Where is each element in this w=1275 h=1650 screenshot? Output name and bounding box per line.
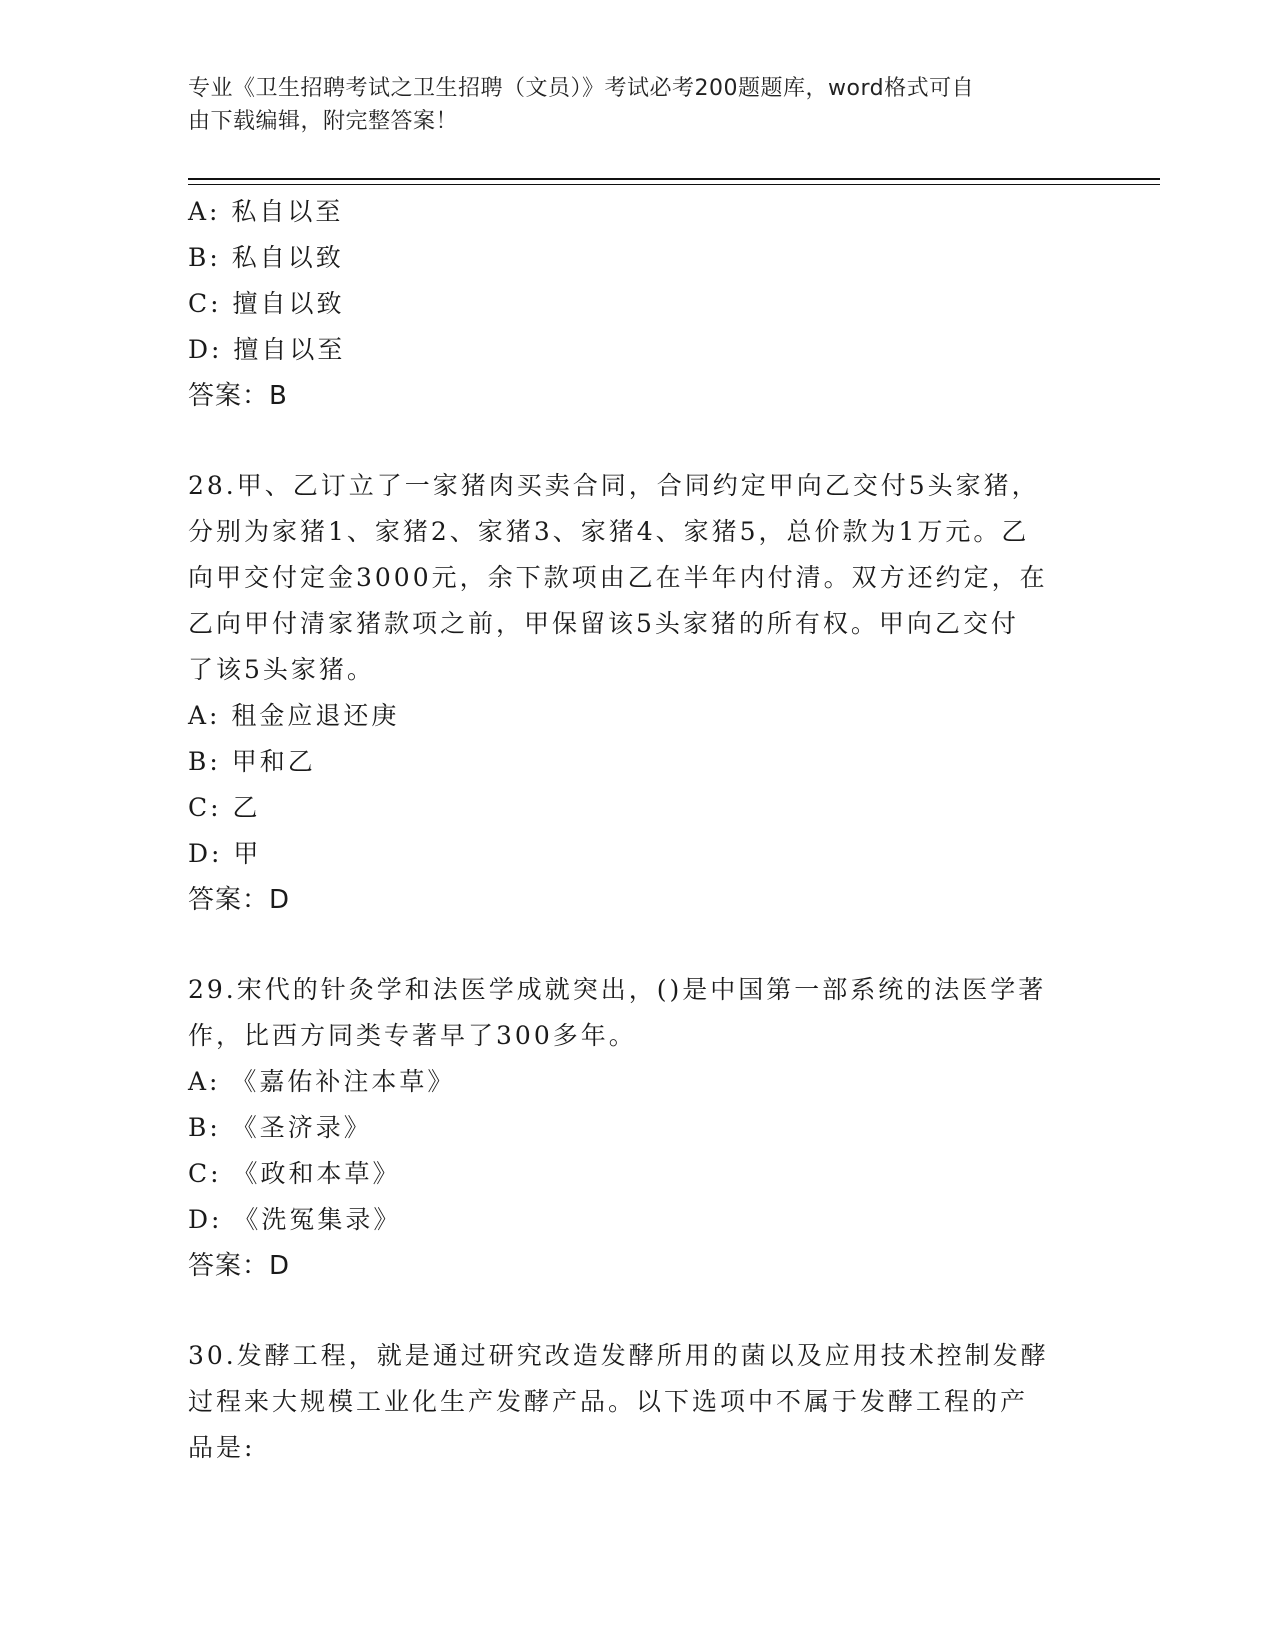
answer-line: 答案：D xyxy=(188,885,291,915)
question-text-line: 过程来大规模工业化生产发酵产品。以下选项中不属于发酵工程的产 xyxy=(188,1387,1029,1416)
answer-line: 答案：B xyxy=(188,381,288,411)
header-divider-thick xyxy=(188,178,1160,180)
option-d: D: 擅自以至 xyxy=(188,335,346,364)
question-text-line: 30.发酵工程，就是通过研究改造发酵所用的菌以及应用技术控制发酵 xyxy=(188,1341,1049,1370)
question-29-block xyxy=(188,967,1088,1289)
header-line-2: 由下载编辑，附完整答案！ xyxy=(188,109,459,134)
option-d: D: 甲 xyxy=(188,839,262,868)
option-b: B: 私自以致 xyxy=(188,243,344,272)
question-content xyxy=(188,189,1088,1471)
document-header xyxy=(188,72,1068,138)
question-text-line: 品是: xyxy=(188,1433,256,1462)
question-text-line: 28.甲、乙订立了一家猪肉买卖合同，合同约定甲向乙交付5头家猪， xyxy=(188,471,1040,500)
option-a: A: 《嘉佑补注本草》 xyxy=(188,1067,456,1096)
option-c: C: 《政和本草》 xyxy=(188,1159,401,1188)
spacer xyxy=(188,1289,1088,1333)
question-text-line: 29.宋代的针灸学和法医学成就突出，()是中国第一部系统的法医学著 xyxy=(188,975,1047,1004)
spacer xyxy=(188,419,1088,463)
question-text-line: 向甲交付定金3000元，余下款项由乙在半年内付清。双方还约定，在 xyxy=(188,563,1048,592)
option-d: D: 《洗冤集录》 xyxy=(188,1205,402,1234)
question-27-block xyxy=(188,189,1088,419)
question-30-block xyxy=(188,1333,1088,1471)
answer-line: 答案：D xyxy=(188,1251,291,1281)
option-a: A: 私自以至 xyxy=(188,197,344,226)
question-text-line: 分别为家猪1、家猪2、家猪3、家猪4、家猪5，总价款为1万元。乙 xyxy=(188,517,1030,546)
header-divider-thin xyxy=(188,184,1160,185)
question-text-line: 作，比西方同类专著早了300多年。 xyxy=(188,1021,637,1050)
option-a: A: 租金应退还庚 xyxy=(188,701,400,730)
option-b: B: 甲和乙 xyxy=(188,747,316,776)
header-line-1: 专业《卫生招聘考试之卫生招聘（文员）》考试必考200题题库，word格式可自 xyxy=(188,76,975,101)
option-b: B: 《圣济录》 xyxy=(188,1113,372,1142)
question-28-block xyxy=(188,463,1088,923)
question-text-line: 了该5头家猪。 xyxy=(188,655,375,684)
question-text-line: 乙向甲付清家猪款项之前，甲保留该5头家猪的所有权。甲向乙交付 xyxy=(188,609,1019,638)
option-c: C: 擅自以致 xyxy=(188,289,345,318)
spacer xyxy=(188,923,1088,967)
option-c: C: 乙 xyxy=(188,793,261,822)
